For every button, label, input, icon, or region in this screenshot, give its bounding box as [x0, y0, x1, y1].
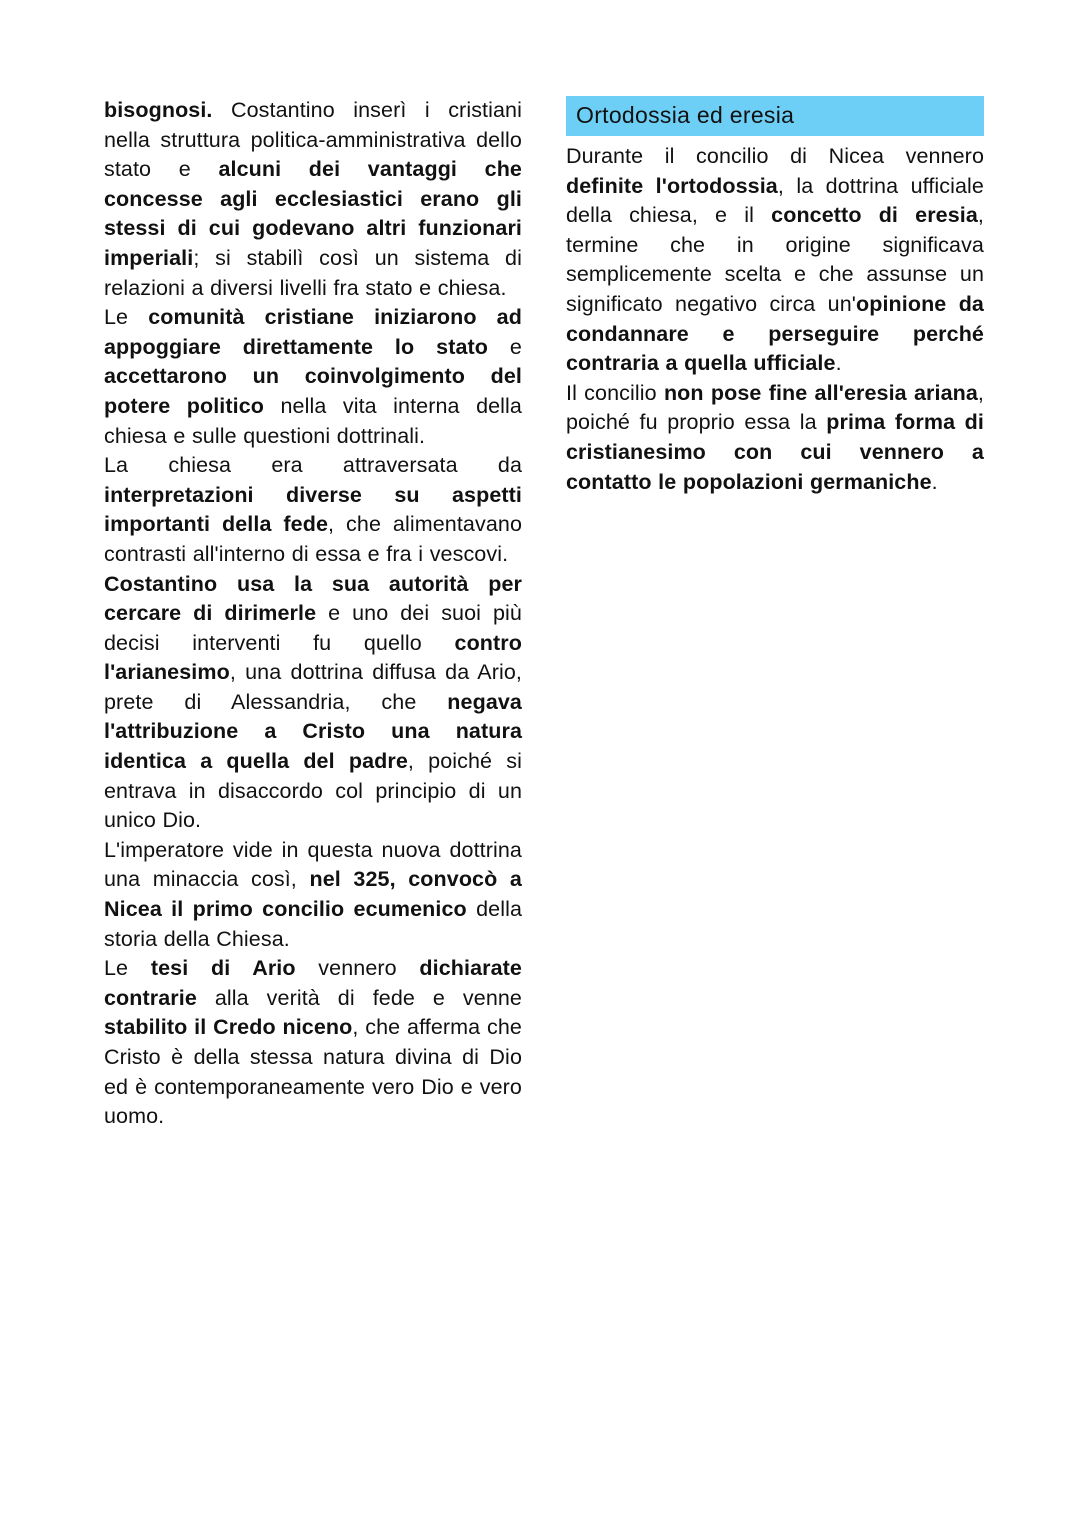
two-column-layout: [104, 96, 984, 1132]
paragraph: L'imperatore vide in questa nuova dottrina una minaccia così, nel 325, convocò a Nicea il primo concilio ecumenico della storia della Chiesa.: [104, 837, 523, 951]
section-heading-text: Ortodossia ed eresia: [576, 102, 795, 128]
section-heading-highlight: [566, 96, 984, 136]
paragraph: Il concilio non pose fine all'eresia ariana, poiché fu proprio essa la prima forma di cristianesimo con cui vennero a contatto le popolazioni germaniche.: [566, 380, 984, 494]
right-column: [566, 96, 984, 497]
paragraph: Le tesi di Ario vennero dichiarate contrarie alla verità di fede e venne stabilito il Credo niceno, che afferma che Cristo è della stessa natura divina di Dio ed è contemporaneamente vero Dio e vero uomo.: [104, 956, 522, 1129]
paragraph: Costantino usa la sua autorità per cercare di dirimerle e uno dei suoi più decisi interventi fu quello contro l'arianesimo, una dottrina diffusa da Ario, prete di Alessandria, che negava l'attribuzione a Cristo una natura identica a quella del padre, poiché si entrava in disaccordo col principio di un unico Dio.: [104, 571, 522, 833]
left-column: [104, 96, 522, 1132]
paragraph: Durante il concilio di Nicea vennero definite l'ortodossia, la dottrina ufficiale della chiesa, e il concetto di eresia, termine che in origine significava semplicemente scelta e che assunse un significato negativo circa un'opinione da condannare e perseguire perché contraria a quella ufficiale.: [566, 144, 984, 376]
paragraph: bisognosi. Costantino inserì i cristiani nella struttura politica-amministrativa dello stato e alcuni dei vantaggi che concesse agli ecclesiastici erano gli stessi di cui godevano altri funzionari imperiali; si stabilì così un sistema di relazioni a diversi livelli fra stato e chiesa.: [104, 98, 522, 300]
paragraph: Le comunità cristiane iniziarono ad appoggiare direttamente lo stato e accettarono un coinvolgimento del potere politico nella vita interna della chiesa e sulle questioni dottrinali.: [104, 305, 522, 448]
paragraph: La chiesa era attraversata da interpretazioni diverse su aspetti importanti della fede, che alimentavano contrasti all'interno di essa e fra i vescovi.: [104, 453, 522, 566]
